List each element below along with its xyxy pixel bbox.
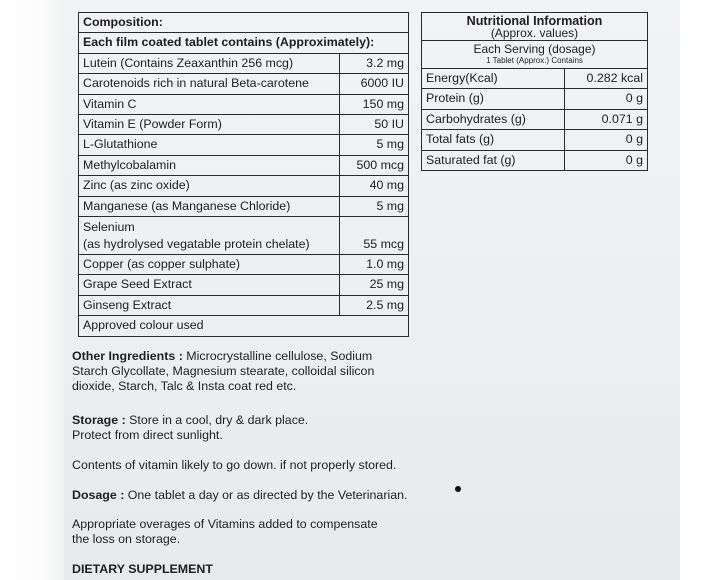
- ingredient-amount: 50 IU: [340, 115, 409, 135]
- ingredient-name: Methylcobalamin: [79, 155, 340, 175]
- nutrient-value: 0 g: [565, 150, 648, 170]
- ingredient-amount: 3.2 mg: [340, 53, 409, 73]
- nutrition-header: [422, 13, 648, 41]
- nutrient-name: Energy(Kcal): [422, 69, 565, 89]
- storage-label: Storage :: [72, 413, 126, 427]
- table-row: [79, 135, 409, 155]
- dietary-supplement-heading: DIETARY SUPPLEMENT: [72, 562, 213, 576]
- table-row: [422, 89, 648, 109]
- ingredient-name: Grape Seed Extract: [79, 275, 340, 295]
- nutrient-name: Protein (g): [422, 89, 565, 109]
- dosage-text: One tablet a day or as directed by the Veterinarian.: [127, 488, 408, 502]
- other-ingredients-line2: Starch Glycollate, Magnesium stearate, colloidal silicon: [72, 364, 375, 378]
- serving-note: 1 Tablet (Approx.) Contains: [486, 56, 583, 65]
- serving-label: Each Serving (dosage): [473, 42, 596, 56]
- table-row: [79, 176, 409, 196]
- bullet-dot: [455, 486, 461, 492]
- nutrient-name: Total fats (g): [422, 130, 565, 150]
- ingredient-name: Zinc (as zinc oxide): [79, 176, 340, 196]
- nutrient-value: 0 g: [565, 130, 648, 150]
- table-row: [79, 94, 409, 114]
- ingredient-amount: 6000 IU: [340, 74, 409, 94]
- storage-line2: Protect from direct sunlight.: [72, 428, 223, 442]
- dosage-label: Dosage :: [72, 488, 125, 502]
- other-ingredients: [72, 349, 374, 394]
- ingredient-name: Manganese (as Manganese Chloride): [79, 196, 340, 216]
- ingredient-name: Vitamin C: [79, 94, 340, 114]
- table-row: [422, 109, 648, 129]
- nutrition-table: [421, 12, 648, 171]
- left-margin: [0, 0, 64, 580]
- ingredient-name: L-Glutathione: [79, 135, 340, 155]
- ingredient-name: Vitamin E (Powder Form): [79, 115, 340, 135]
- ingredient-amount: 2.5 mg: [340, 295, 409, 315]
- ingredient-amount: 25 mg: [340, 275, 409, 295]
- ingredient-name-line1: Selenium: [83, 220, 135, 235]
- storage-text: Store in a cool, dry & dark place.: [129, 413, 309, 427]
- table-row: [422, 150, 648, 170]
- nutrient-value: 0 g: [565, 89, 648, 109]
- ingredient-amount: 55 mcg: [340, 217, 409, 255]
- table-row: [79, 275, 409, 295]
- table-row: [79, 255, 409, 275]
- table-row: [79, 74, 409, 94]
- ingredient-amount: 1.0 mg: [340, 255, 409, 275]
- other-ingredients-line1: [72, 349, 374, 364]
- ingredient-name: Copper (as copper sulphate): [79, 255, 340, 275]
- composition-subtitle: Each film coated tablet contains (Approximately):: [79, 33, 409, 53]
- ingredient-name-line2: (as hydrolysed vegatable protein chelate): [83, 237, 310, 252]
- overages-line1: Appropriate overages of Vitamins added to compensate: [72, 517, 378, 531]
- nutrient-value: 0.282 kcal: [565, 69, 648, 89]
- table-row: [422, 69, 648, 89]
- storage: [72, 413, 308, 443]
- nutrient-name: Carbohydrates (g): [422, 109, 565, 129]
- serving-header: [422, 41, 648, 69]
- ingredient-amount: 40 mg: [340, 176, 409, 196]
- composition-footer: Approved colour used: [79, 316, 409, 336]
- nutrient-value: 0.071 g: [565, 109, 648, 129]
- nutrient-name: Saturated fat (g): [422, 150, 565, 170]
- ingredient-name: Lutein (Contains Zeaxanthin 256 mcg): [79, 53, 340, 73]
- ingredient-amount: 500 mcg: [340, 155, 409, 175]
- contents-note: Contents of vitamin likely to go down. if not properly stored.: [72, 458, 397, 472]
- other-ingredients-text: Microcrystalline cellulose, Sodium: [186, 349, 373, 363]
- table-row: [79, 196, 409, 216]
- table-row: [79, 115, 409, 135]
- storage-line1: [72, 413, 308, 428]
- nutrition-subtitle: (Approx. values): [490, 26, 579, 40]
- other-ingredients-line3: dioxide, Starch, Talc & Insta coat red etc.: [72, 379, 297, 393]
- nutrition-title: Nutritional Information: [466, 14, 603, 28]
- overages-line2: the loss on storage.: [72, 532, 181, 546]
- composition-table: [78, 12, 409, 337]
- table-row: [79, 53, 409, 73]
- overages-note: [72, 517, 378, 547]
- ingredient-amount: 5 mg: [340, 196, 409, 216]
- table-row: [79, 295, 409, 315]
- table-row: [422, 130, 648, 150]
- ingredient-name: Ginseng Extract: [79, 295, 340, 315]
- ingredient-name: Carotenoids rich in natural Beta-carotene: [79, 74, 340, 94]
- ingredient-amount: 150 mg: [340, 94, 409, 114]
- right-margin: [680, 0, 715, 580]
- dosage: [72, 488, 407, 503]
- table-row: [79, 217, 409, 255]
- table-row: [79, 155, 409, 175]
- other-ingredients-label: Other Ingredients :: [72, 349, 183, 363]
- ingredient-amount: 5 mg: [340, 135, 409, 155]
- ingredient-name: [79, 217, 340, 255]
- composition-title: Composition:: [79, 13, 409, 33]
